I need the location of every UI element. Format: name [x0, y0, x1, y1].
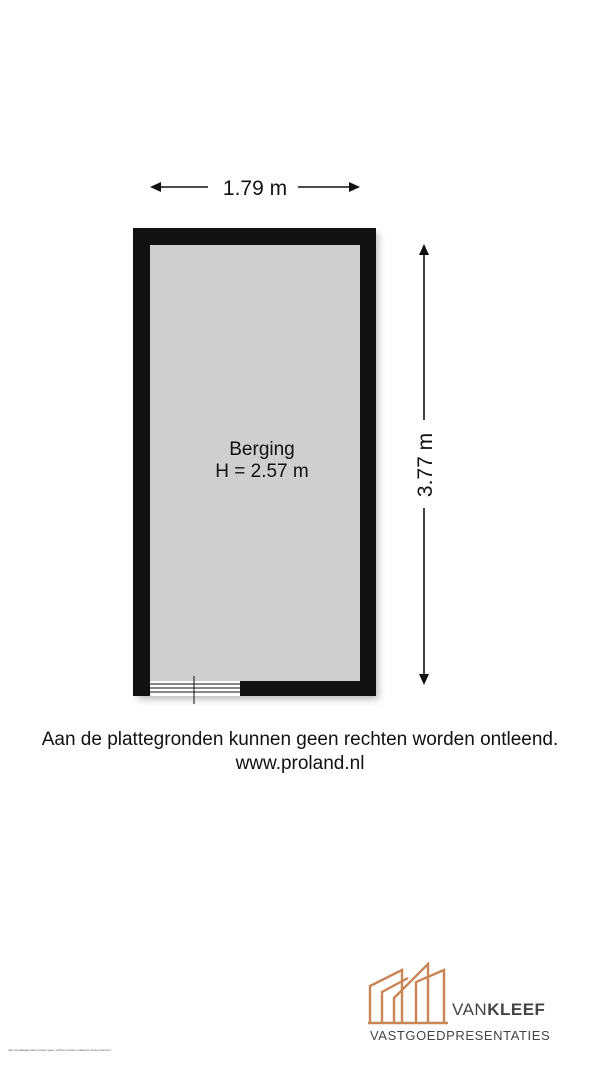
brand-subtitle: VASTGOEDPRESENTATIES	[370, 1028, 551, 1043]
brand-name	[452, 1000, 545, 1020]
fine-print: Aan de plattegronden kunnen geen rechten worden ontleend. www.proland.nl	[8, 1048, 111, 1052]
height-label: 3.77 m	[414, 432, 437, 498]
disclaimer-text: Aan de plattegronden kunnen geen rechten worden ontleend.	[41, 729, 559, 750]
brand-name-prefix: VAN	[452, 1000, 488, 1019]
height-dimension	[414, 244, 437, 685]
room-height: H = 2.57 m	[215, 461, 309, 482]
brand-name-bold: KLEEF	[487, 1000, 546, 1019]
vankleef-logo-icon	[368, 962, 458, 1032]
width-label: 1.79 m	[222, 177, 288, 200]
website-text: www.proland.nl	[235, 753, 365, 774]
room-name: Berging	[229, 439, 295, 460]
width-dimension	[150, 177, 360, 200]
